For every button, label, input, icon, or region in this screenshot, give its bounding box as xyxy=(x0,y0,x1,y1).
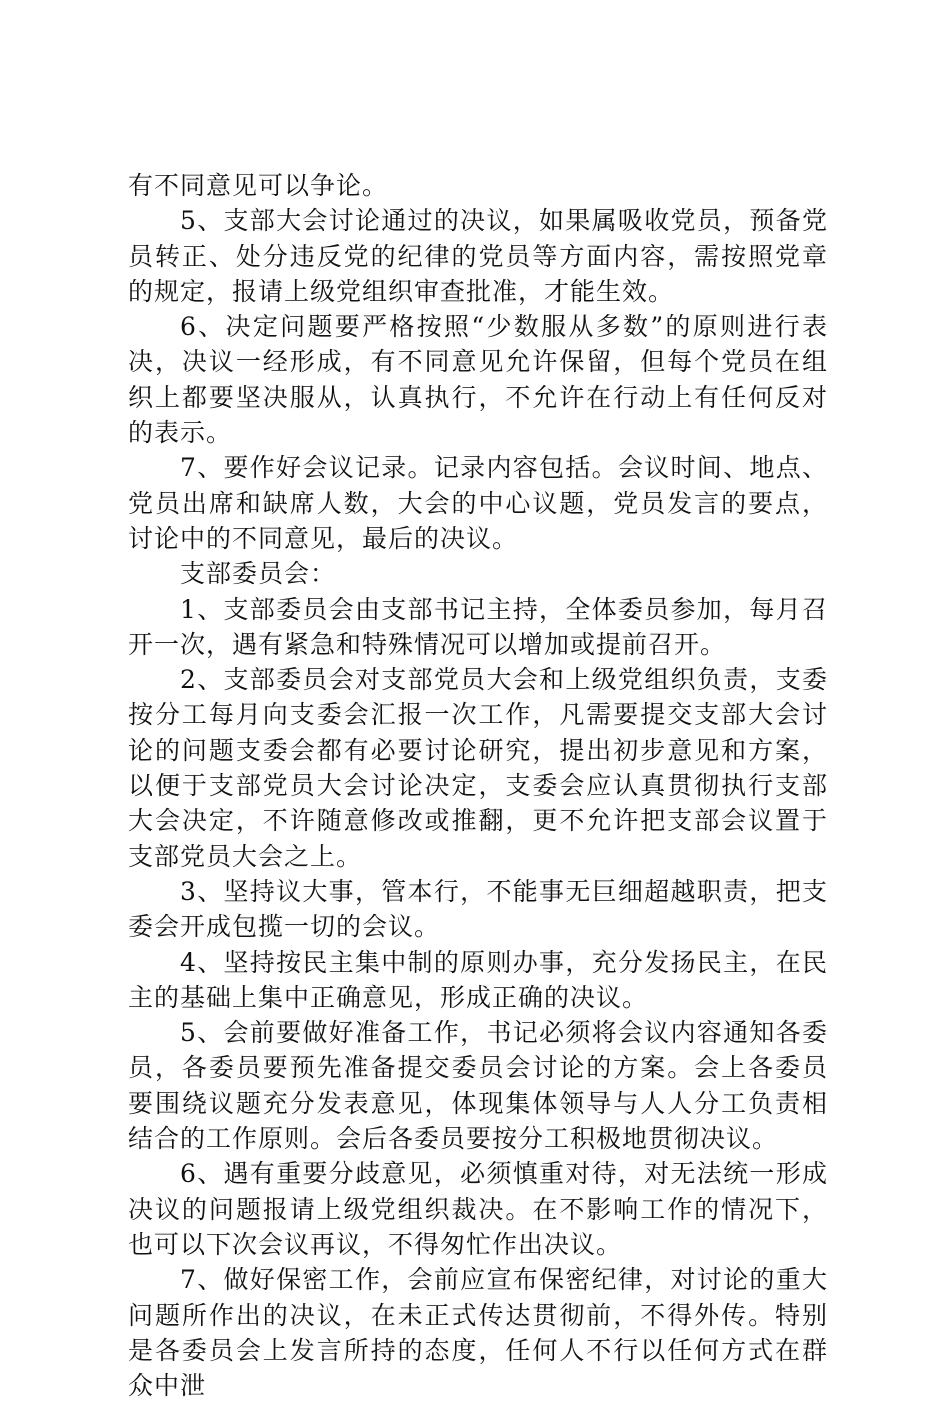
section-heading-branch-committee: 支部委员会： xyxy=(180,559,337,589)
document-body xyxy=(128,168,828,1403)
paragraph-committee-item-1: 1、支部委员会由支部书记主持，全体委员参加，每月召开一次，遇有紧急和特殊情况可以增加或提前召开。 xyxy=(128,594,828,659)
paragraph-committee-item-3: 3、坚持议大事，管本行，不能事无巨细超越职责，把支委会开成包揽一切的会议。 xyxy=(128,876,828,942)
paragraph-item-5-resolution-approval: 5、支部大会讨论通过的决议，如果属吸收党员，预备党员转正、处分违反党的纪律的党员等方面内容，需按照党章的规定，报请上级党组织审查批准，才能生效。 xyxy=(128,206,828,306)
paragraph-committee-item-5: 5、会前要做好准备工作，书记必须将会议内容通知各委员，各委员要预先准备提交委员会讨论的方案。会上各委员要围绕议题充分发表意见，体现集体领导与人人分工负责相结合的工作原则。会后各委员要按分工积极地贯彻决议。 xyxy=(128,1018,828,1154)
paragraph-committee-item-2: 2、支部委员会对支部党员大会和上级党组织负责，支委按分工每月向支委会汇报一次工作，凡需要提交支部大会讨论的问题支委会都有必要讨论研究，提出初步意见和方案，以便于支部党员大会讨论决定，支委会应认真贯彻执行支部大会决定，不许随意修改或推翻，更不允许把支部会议置于支部党员大会之上。 xyxy=(128,665,828,871)
paragraph-continuation: 有不同意见可以争论。 xyxy=(128,171,389,200)
paragraph-item-7-meeting-record: 7、要作好会议记录。记录内容包括。会议时间、地点、党员出席和缺席人数，大会的中心议题，党员发言的要点，讨论中的不同意见，最后的决议。 xyxy=(128,453,828,553)
paragraph-item-6-majority-rule: 6、决定问题要严格按照“少数服从多数”的原则进行表决，决议一经形成，有不同意见允许保留，但每个党员在组织上都要坚决服从，认真执行，不允许在行动上有任何反对的表示。 xyxy=(128,312,828,448)
paragraph-committee-item-4: 4、坚持按民主集中制的原则办事，充分发扬民主，在民主的基础上集中正确意见，形成正确的决议。 xyxy=(128,947,828,1012)
paragraph-committee-item-6: 6、遇有重要分歧意见，必须慎重对待，对无法统一形成决议的问题报请上级党组织裁决。在不影响工作的情况下，也可以下次会议再议，不得匆忙作出决议。 xyxy=(128,1159,828,1259)
paragraph-committee-item-7: 7、做好保密工作，会前应宣布保密纪律，对讨论的重大问题所作出的决议，在未正式传达贯彻前，不得外传。特别是各委员会上发言所持的态度，任何人不行以任何方式在群众中泄 xyxy=(128,1265,828,1401)
